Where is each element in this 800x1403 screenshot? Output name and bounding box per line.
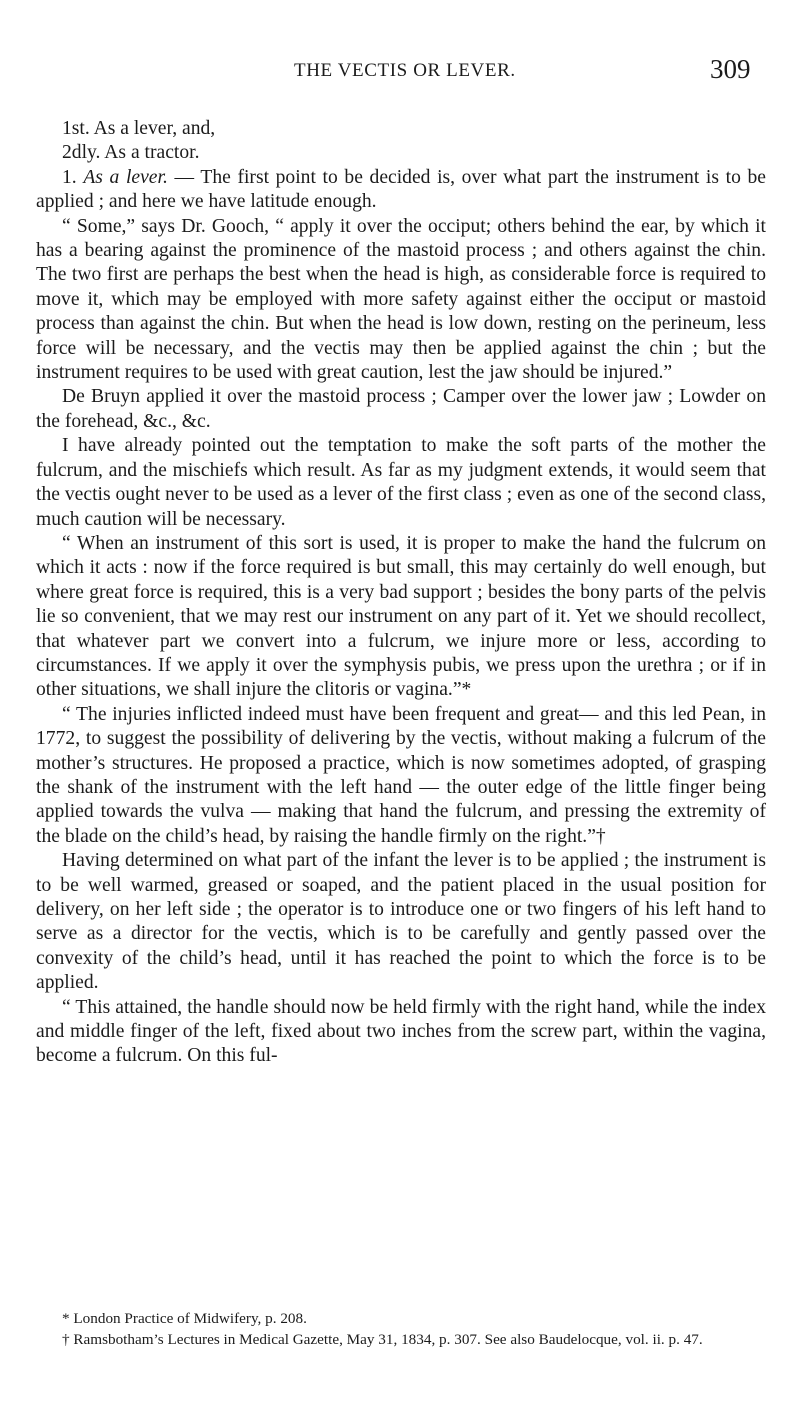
- running-head: THE VECTIS OR LEVER.: [294, 60, 516, 81]
- section-heading: As a lever.: [83, 166, 168, 188]
- paragraph-temptation: I have already pointed out the temptation to make the soft parts of the mother the fulcrum, and the mischiefs which result. As far as my judgment extends, it would seem that the vectis ought never to be used as a lever of the first class ; even as one of the second class, much caution will be necessary.: [36, 435, 766, 530]
- paragraph-application: Having determined on what part of the infant the lever is to be applied ; the instrument is to be well warmed, greased or soaped, and the patient placed in the usual position for delivery, on her left side ; the operator is to introduce one or two fingers of his left hand to serve as a director for the vectis, which is to be carefully and gently passed over the convexity of the child’s head, until it has reached the point to which the force is to be applied.: [36, 850, 766, 994]
- footnotes: [36, 1309, 766, 1350]
- paragraph-gooch-quote: “ Some,” says Dr. Gooch, “ apply it over the occiput; others behind the ear, by which it has a bearing against the prominence of the mastoid process ; and others against the chin. The two first are perhaps the best when the head is high, as considerable force is required to move it, which may be employed with more safety against either the occiput or mastoid process than against the chin. But when the head is low down, resting on the perineum, less force will be necessary, and the vectis may then be applied against the chin ; but the instrument requires to be used with great caution, lest the jaw should be injured.”: [36, 215, 766, 384]
- page-number: 309: [710, 54, 751, 84]
- paragraph-text: — The first point to be decided is, over what part the instrument is to be applied ; and here we have latitude enough.: [36, 166, 766, 213]
- footnote-2: † Ramsbotham’s Lectures in Medical Gazette, May 31, 1834, p. 307. See also Baudelocque, vol. ii. p. 47.: [62, 1330, 703, 1348]
- page-header: [0, 54, 800, 88]
- paragraph-de-bruyn: De Bruyn applied it over the mastoid process ; Camper over the lower jaw ; Lowder on the forehead, &c., &c.: [36, 386, 766, 432]
- paragraph-pean: “ The injuries inflicted indeed must have been frequent and great— and this led Pean, in 1772, to suggest the possibility of delivering by the vectis, without making a fulcrum of the mother’s structures. He proposed a practice, which is now sometimes adopted, of grasping the shank of the instrument with the left hand — the outer edge of the little finger being applied towards the vulva — making that hand the fulcrum, and pressing the extremity of the blade on the child’s head, by raising the handle firmly on the right.”†: [36, 703, 766, 847]
- paragraph-fulcrum-quote: “ When an instrument of this sort is used, it is proper to make the hand the fulcrum on which it acts : now if the force required is but small, this may certainly do well enough, but where great force is required, this is a very bad support ; besides the bony parts of the pelvis lie so convenient, that we may rest our instrument on any part of it. Yet we should recollect, that whatever part we convert into a fulcrum, we injure more or less, according to circumstances. If we apply it over the symphysis pubis, we press upon the urethra ; or if in other situations, we shall injure the clitoris or vagina.”*: [36, 532, 766, 701]
- paragraph-as-a-lever: [36, 166, 766, 215]
- list-item-lever: 1st. As a lever, and,: [62, 118, 216, 139]
- footnote-1: * London Practice of Midwifery, p. 208.: [62, 1310, 307, 1327]
- list-item-tractor: 2dly. As a tractor.: [62, 142, 200, 164]
- body-text: [36, 117, 766, 1069]
- paragraph-handle: “ This attained, the handle should now be held firmly with the right hand, while the index and middle finger of the left, fixed about two inches from the screw part, within the vagina, become a fulcrum. On this ful-: [36, 996, 766, 1067]
- section-number: 1.: [62, 166, 84, 188]
